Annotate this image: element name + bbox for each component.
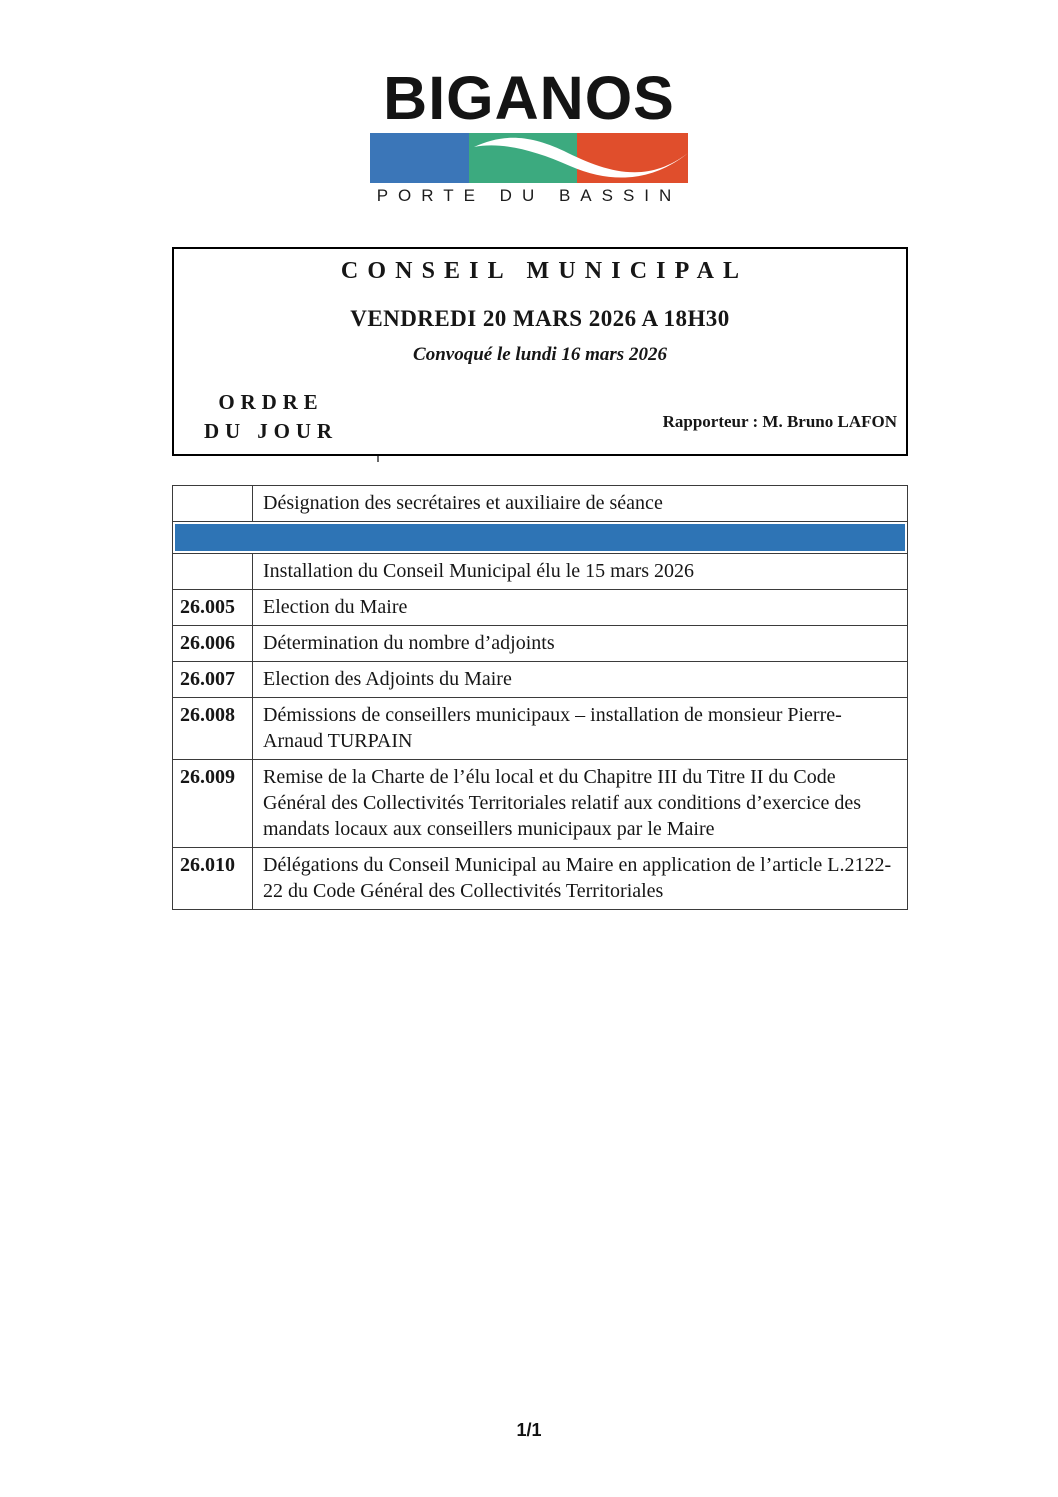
logo-band-blue bbox=[370, 133, 469, 183]
agenda-item-text: Délégations du Conseil Municipal au Maire en application de l’article L.2122-22 du Code Général des Collectivités Territoriales bbox=[263, 854, 892, 902]
agenda-row bbox=[173, 661, 907, 697]
agenda-row bbox=[173, 847, 907, 909]
agenda-divider-row bbox=[173, 521, 907, 553]
agenda-item-text: Détermination du nombre d’adjoints bbox=[263, 632, 555, 654]
agenda-item-text: Démissions de conseillers municipaux – installation de monsieur Pierre-Arnaud TURPAIN bbox=[263, 704, 842, 752]
agenda-section-divider-bar bbox=[175, 524, 905, 551]
agenda-item-number: 26.009 bbox=[173, 760, 253, 847]
meeting-header-box bbox=[172, 247, 908, 456]
order-line-1: ORDRE bbox=[218, 390, 324, 415]
agenda-table bbox=[172, 485, 908, 910]
council-title: CONSEIL MUNICIPAL bbox=[340, 258, 749, 284]
rapporteur-label: Rapporteur : M. Bruno LAFON bbox=[662, 412, 897, 431]
order-of-day-label bbox=[204, 388, 338, 446]
biganos-logo bbox=[359, 64, 699, 206]
order-line-2: DU JOUR bbox=[204, 419, 338, 444]
agenda-item-number: 26.006 bbox=[173, 626, 253, 661]
meeting-date: VENDREDI 20 MARS 2026 A 18H30 bbox=[350, 306, 730, 331]
page-number: 1/1 bbox=[516, 1420, 542, 1440]
agenda-item-number: 26.005 bbox=[173, 590, 253, 625]
logo-tagline: PORTE DU BASSIN bbox=[376, 186, 682, 205]
logo-color-band bbox=[370, 133, 688, 183]
agenda-item-number bbox=[173, 554, 253, 589]
agenda-item-text: Remise de la Charte de l’élu local et du Chapitre III du Titre II du Code Général des Collectivités Territoriales relatif aux conditions d’exercice des mandats locaux aux conseillers municipaux par le Maire bbox=[263, 766, 861, 840]
logo-wordmark: BIGANOS bbox=[383, 64, 675, 132]
agenda-row bbox=[173, 759, 907, 847]
agenda-row bbox=[173, 553, 907, 589]
convocation-note: Convoqué le lundi 16 mars 2026 bbox=[413, 344, 667, 365]
agenda-item-number: 26.008 bbox=[173, 698, 253, 759]
agenda-row bbox=[173, 486, 907, 521]
scan-artifact-tick bbox=[377, 456, 379, 462]
agenda-item-text: Election des Adjoints du Maire bbox=[263, 668, 512, 690]
agenda-item-text: Election du Maire bbox=[263, 596, 408, 618]
agenda-item-text: Installation du Conseil Municipal élu le 15 mars 2026 bbox=[263, 560, 695, 582]
agenda-item-number bbox=[173, 486, 253, 521]
agenda-item-number: 26.007 bbox=[173, 662, 253, 697]
agenda-item-text: Désignation des secrétaires et auxiliaire de séance bbox=[263, 492, 663, 514]
agenda-item-number: 26.010 bbox=[173, 848, 253, 909]
agenda-row bbox=[173, 589, 907, 625]
agenda-row bbox=[173, 625, 907, 661]
agenda-row bbox=[173, 697, 907, 759]
